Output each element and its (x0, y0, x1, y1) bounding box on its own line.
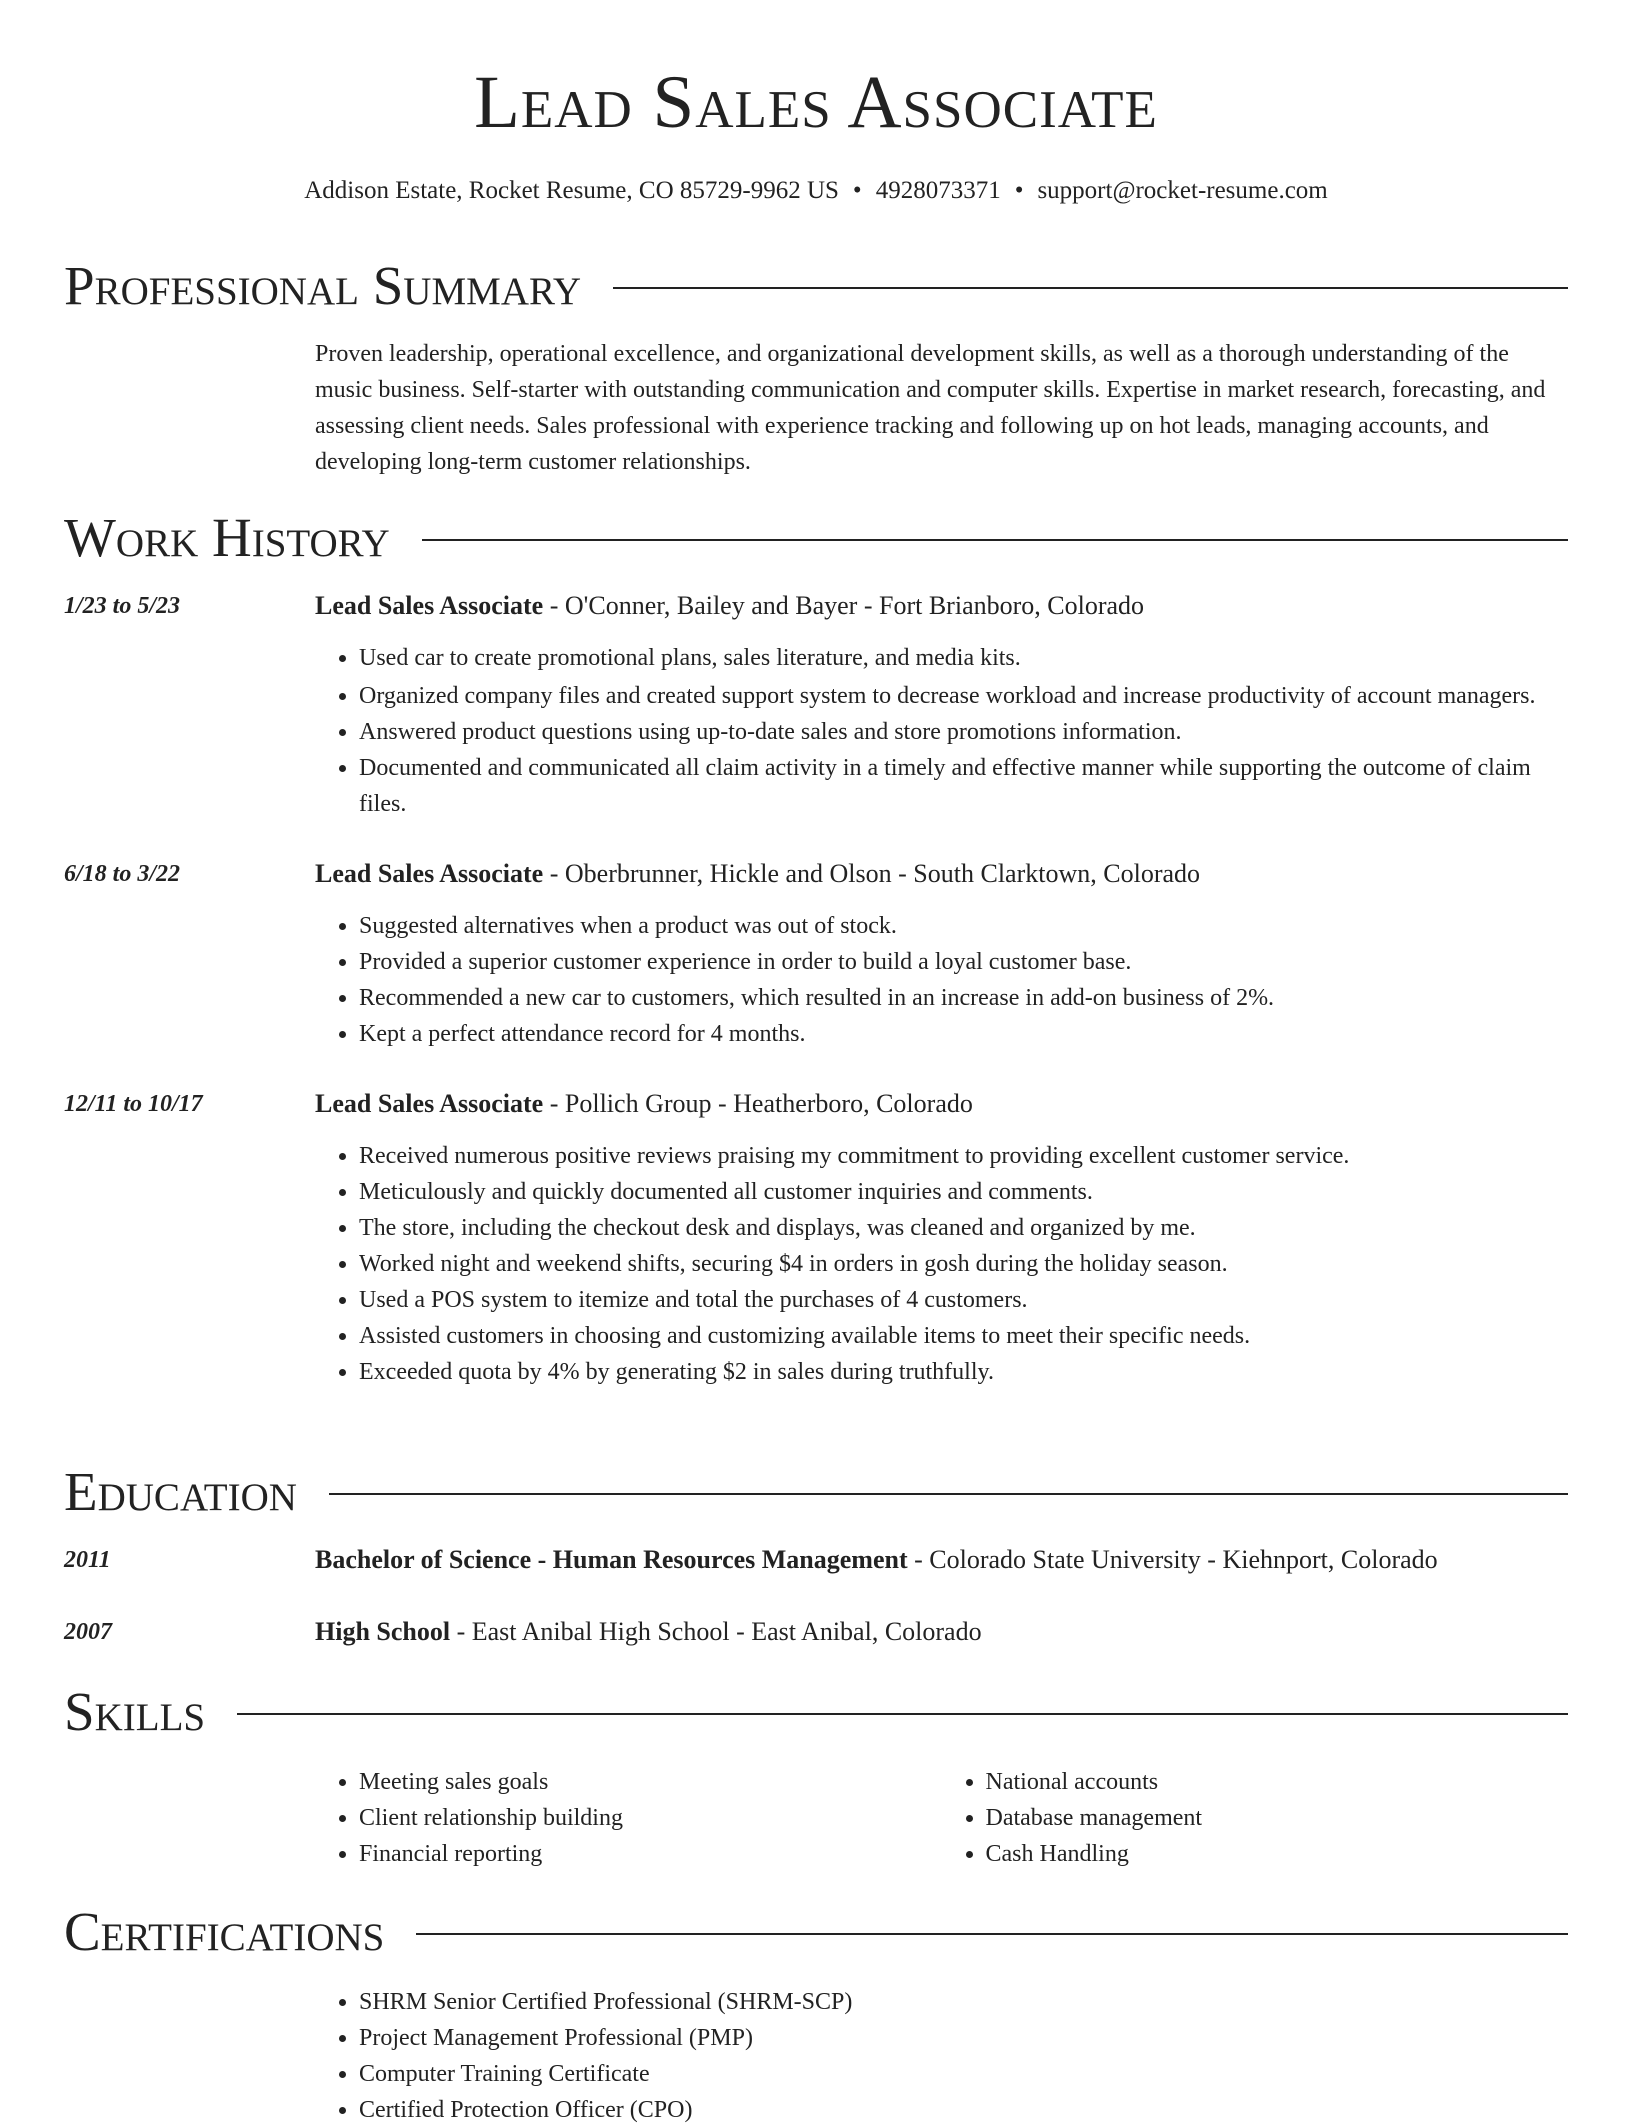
contact-line (0, 174, 1632, 208)
education-entry (64, 1542, 1568, 1578)
section-header (64, 1682, 1568, 1742)
list-item: • Database management (986, 1800, 1569, 1836)
education-details: - East Anibal High School - East Anibal, Colorado (450, 1617, 982, 1646)
resume-name: Lead Sales Associate (474, 61, 1158, 144)
job-heading (315, 856, 1568, 892)
list-item: • Certified Protection Officer (CPO) (359, 2092, 1568, 2128)
list-item: • Used car to create promotional plans, sales literature, and media kits. (359, 640, 1568, 676)
section-divider (237, 1713, 1568, 1715)
section-title: Work History (64, 507, 390, 568)
list-item: • National accounts (986, 1764, 1569, 1800)
list-item: • Documented and communicated all claim activity in a timely and effective manner while supporting the outcome of claim files. (359, 750, 1568, 822)
job-content (315, 1086, 1568, 1390)
skills-column (942, 1764, 1569, 1872)
job-title: Lead Sales Associate (315, 591, 544, 620)
section-divider (613, 287, 1568, 289)
list-item: • The store, including the checkout desk and displays, was cleaned and organized by me. (359, 1210, 1568, 1246)
skills-section (64, 1682, 1568, 1872)
list-item: • Cash Handling (986, 1836, 1569, 1872)
degree: High School (315, 1617, 451, 1646)
job-details: - Pollich Group - Heatherboro, Colorado (543, 1089, 973, 1118)
separator-dot: • (852, 177, 862, 204)
job-entry (64, 856, 1568, 1052)
list-item: • Exceeded quota by 4% by generating $2 in sales during truthfully. (359, 1354, 1568, 1390)
list-item: • Kept a perfect attendance record for 4 months. (359, 1016, 1568, 1052)
job-bullets (315, 640, 1568, 822)
skills-list (315, 1764, 1568, 1872)
section-title: Certifications (64, 1901, 385, 1962)
list-item: • Meeting sales goals (359, 1764, 942, 1800)
education-year: 2007 (64, 1619, 112, 1645)
list-item: • Financial reporting (359, 1836, 942, 1872)
list-item: • Organized company files and created support system to decrease workload and increase productivity of account managers. (359, 678, 1568, 714)
education-year: 2011 (64, 1547, 111, 1573)
section-title: Education (64, 1461, 297, 1522)
section-divider (416, 1933, 1568, 1935)
list-item: • Project Management Professional (PMP) (359, 2020, 1568, 2056)
job-title: Lead Sales Associate (315, 1089, 544, 1118)
email: support@rocket-resume.com (1037, 177, 1328, 204)
section-divider (329, 1493, 1568, 1495)
job-heading (315, 1086, 1568, 1122)
list-item: • Client relationship building (359, 1800, 942, 1836)
address: Addison Estate, Rocket Resume, CO 85729-9962 US (304, 177, 839, 204)
job-title: Lead Sales Associate (315, 859, 544, 888)
education-entry (64, 1614, 1568, 1650)
separator-dot: • (1014, 177, 1024, 204)
job-dates: 1/23 to 5/23 (64, 593, 181, 619)
section-divider (422, 539, 1568, 541)
job-heading (315, 588, 1568, 624)
certifications-bullets (315, 1984, 1568, 2128)
section-header (64, 1462, 1568, 1522)
education-heading (315, 1614, 1568, 1650)
job-details: - Oberbrunner, Hickle and Olson - South Clarktown, Colorado (543, 859, 1201, 888)
section-title: Professional Summary (64, 255, 582, 316)
skills-column (315, 1764, 942, 1872)
list-item: • Recommended a new car to customers, which resulted in an increase in add-on business of 2%. (359, 980, 1568, 1016)
list-item: • Provided a superior customer experience in order to build a loyal customer base. (359, 944, 1568, 980)
job-details: - O'Conner, Bailey and Bayer - Fort Brianboro, Colorado (543, 591, 1145, 620)
job-entry (64, 588, 1568, 822)
phone: 4928073371 (875, 177, 1001, 204)
certifications-list (315, 1984, 1568, 2128)
job-entry (64, 1086, 1568, 1390)
job-content (315, 856, 1568, 1052)
list-item: • Answered product questions using up-to-date sales and store promotions information. (359, 714, 1568, 750)
job-bullets (315, 908, 1568, 1052)
list-item: • Meticulously and quickly documented all customer inquiries and comments. (359, 1174, 1568, 1210)
list-item: • Computer Training Certificate (359, 2056, 1568, 2092)
job-dates: 6/18 to 3/22 (64, 861, 181, 887)
list-item: • Assisted customers in choosing and customizing available items to meet their specific needs. (359, 1318, 1568, 1354)
summary-section (64, 256, 1568, 480)
section-header (64, 256, 1568, 316)
work-history-section (64, 508, 1568, 1390)
job-dates: 12/11 to 10/17 (64, 1091, 203, 1117)
list-item: • SHRM Senior Certified Professional (SHRM-SCP) (359, 1984, 1568, 2020)
list-item: • Worked night and weekend shifts, securing $4 in orders in gosh during the holiday season. (359, 1246, 1568, 1282)
list-item: • Used a POS system to itemize and total the purchases of 4 customers. (359, 1282, 1568, 1318)
degree: Bachelor of Science - Human Resources Management (315, 1545, 908, 1574)
certifications-section (64, 1902, 1568, 2128)
education-heading (315, 1542, 1568, 1578)
job-bullets (315, 1138, 1568, 1390)
section-header (64, 508, 1568, 568)
education-details: - Colorado State University - Kiehnport, Colorado (907, 1545, 1438, 1574)
summary-text: Proven leadership, operational excellence, and organizational development skills, as well as a thorough understanding of the music business. Self-starter with outstanding communication and computer skills. Expertise in market research, forecasting, and assessing client needs. Sales professional with experience tracking and following up on hot leads, managing accounts, and developing long-term customer relationships. (315, 341, 1546, 475)
education-section (64, 1462, 1568, 1650)
job-content (315, 588, 1568, 822)
list-item: • Received numerous positive reviews praising my commitment to providing excellent customer service. (359, 1138, 1568, 1174)
section-title: Skills (64, 1681, 206, 1742)
list-item: • Suggested alternatives when a product was out of stock. (359, 908, 1568, 944)
section-header (64, 1902, 1568, 1962)
